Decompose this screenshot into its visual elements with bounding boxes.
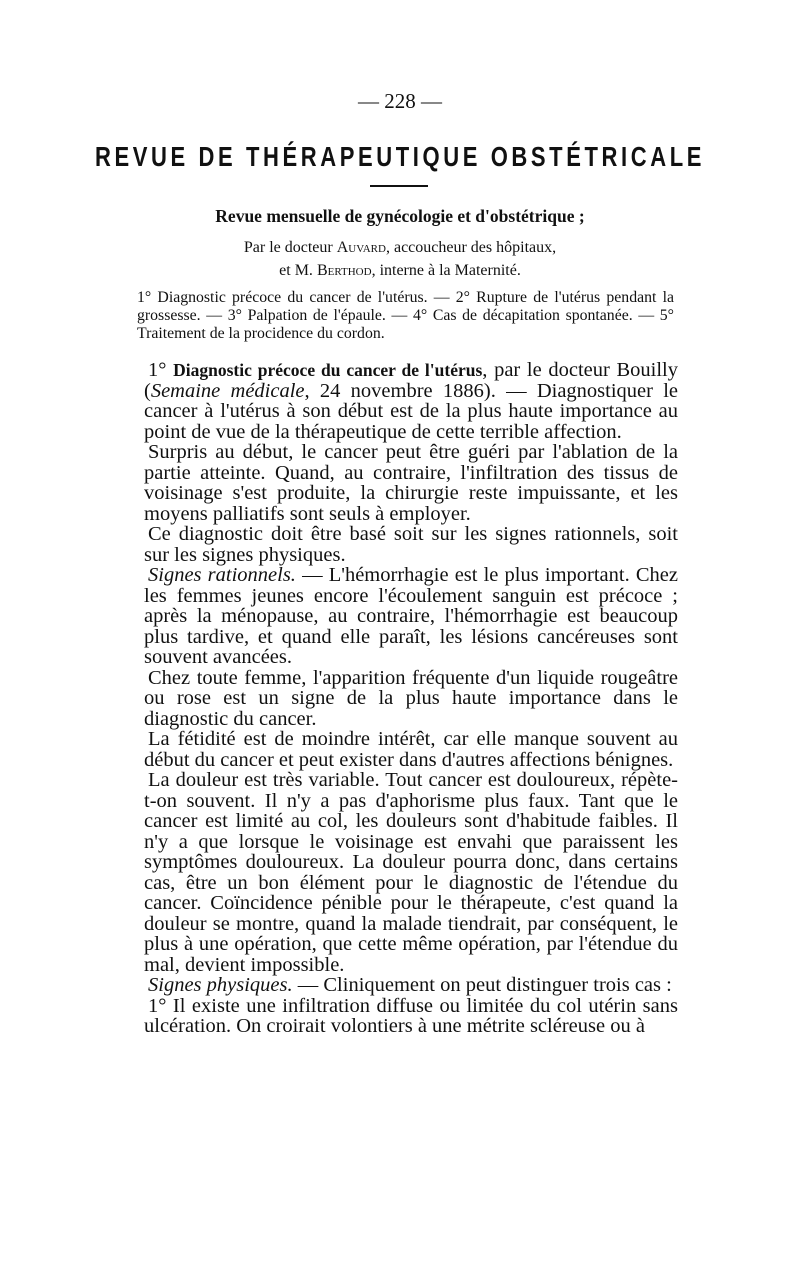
authors-line-2: et M. Berthod, interne à la Maternité. bbox=[279, 262, 521, 279]
page-number: — 228 — bbox=[358, 89, 442, 113]
journal-title: REVUE DE THÉRAPEUTIQUE OBSTÉTRICALE bbox=[94, 140, 706, 172]
paragraph-lead-italic: Signes physiques. bbox=[148, 974, 293, 996]
section-heading: Diagnostic précoce du cancer de l'utérus bbox=[173, 360, 483, 380]
authors-line-1: Par le docteur Auvard, accoucheur des hôpitaux, bbox=[243, 239, 557, 256]
contents-summary: 1° Diagnostic précoce du cancer de l'utérus. — 2° Rupture de l'utérus pendant la grossesse. — 3° Palpation de l'épaule. — 4° Cas de décapitation spontanée. — 5° Traitement de la procidence du cordon. bbox=[137, 289, 674, 342]
author-name-auvard: Auvard bbox=[336, 239, 386, 256]
paragraph: Chez toute femme, l'apparition fréquente d'un liquide rougeâtre ou rose est un signe de la plus haute importance dans le diagnostic du cancer. bbox=[144, 666, 678, 730]
author-name-berthod: Berthod bbox=[316, 262, 372, 279]
journal-citation: Semaine médicale bbox=[150, 379, 305, 402]
paragraph: La fétidité est de moindre intérêt, car elle manque souvent au début du cancer et peut exister dans d'autres affections bénignes. bbox=[144, 728, 678, 771]
paragraph: 1° Il existe une infiltration diffuse ou limitée du col utérin sans ulcération. On croirait volontiers à une métrite scléreuse ou à bbox=[144, 994, 678, 1037]
paragraph: Signes rationnels. — L'hémorrhagie est le plus important. Chez les femmes jeunes encore l'écoulement sanguin est précoce ; après la ménopause, au contraire, l'hémorrhagie est beaucoup plus tardive, et quand elle paraît, les lésions cancéreuses sont souvent avancées. bbox=[144, 564, 678, 668]
authors bbox=[0, 236, 800, 282]
paragraph: La douleur est très variable. Tout cancer est douloureux, répète-t-on souvent. Il n'y a pas d'aphorisme plus faux. Tant que le cancer est limité au col, les douleurs sont d'habitude faibles. Il n'y a que lorsque le voisinage est envahi que paraissent les symptômes douloureux. La douleur pourra donc, dans certains cas, être un bon élément pour le diagnostic de l'étendue du cancer. Coïncidence pénible pour le thérapeute, c'est quand la douleur se montre, quand la malade tiendrait, par conséquent, le plus à une opération, que cette même opération, par l'étendue du mal, devient impossible. bbox=[144, 769, 678, 976]
section-1-paragraph: 1° Diagnostic précoce du cancer de l'utérus, par le docteur Bouilly (Semaine médicale, 24 novembre 1886). — Diagnostiquer le cancer à l'utérus à son début est de la plus haute importance au point de vue de la thérapeutique de cette terrible affection. bbox=[144, 359, 679, 443]
paragraph-lead-italic: Signes rationnels. bbox=[148, 564, 296, 586]
title-rule bbox=[370, 185, 428, 187]
journal-subtitle: Revue mensuelle de gynécologie et d'obstétrique ; bbox=[215, 206, 585, 226]
article-body bbox=[144, 360, 678, 1037]
paragraph: Signes physiques. — Cliniquement on peut distinguer trois cas : bbox=[148, 974, 672, 996]
paragraph: Surpris au début, le cancer peut être guéri par l'ablation de la partie atteinte. Quand, au contraire, l'infiltration des tissus de voisinage s'est produite, la chirurgie reste impuissante, et les moyens palliatifs sont seuls à employer. bbox=[144, 441, 678, 525]
paragraph: Ce diagnostic doit être basé soit sur les signes rationnels, soit sur les signes physiques. bbox=[144, 523, 678, 566]
